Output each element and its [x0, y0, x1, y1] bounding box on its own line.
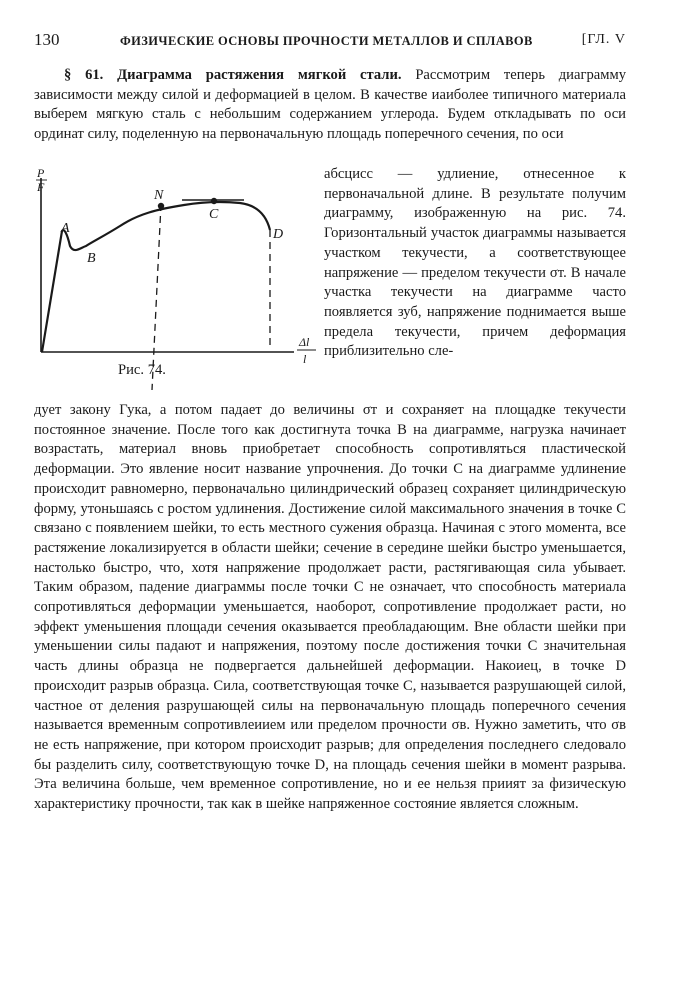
figure-caption: Рис. 74.: [118, 362, 166, 378]
page-header: [34, 30, 626, 52]
body-paragraph: дует закону Гука, а потом падает до величины σт и сохраняет на площадке текучести постоянное значение. После того как достигнута точка B на диаграмме, нагрузка начинает возрастать, материал вновь приобретает способность сопротивляться пластической деформации. Это явление носит название упрочнения. До точки C на диаграмме удлинение происходит равномерно, первоначально цилиндрический образец сохраняет цилиндрическую форму, утоньшаясь с ростом удлинения. Достижение силой максимального значения в точке C связано с появлением шейки, то есть местного сужения образца. Начиная с этого момента, все растяжение локализируется в области шейки; сечение в середине шейки быстро уменьшается, настолько быстро, что, хотя напряжение продолжает расти, растягивающая сила убывает. Таким образом, падение диаграммы после точки C не означает, что способность материала сопротивляться деформации уменьшается, наоборот, сопротивление продолжает расти, но эффект уменьшения площади сечения оказывается преобладающим. Вне области шейки при уменьшении силы падают и напряжения, поэтому после достижения точки C значительная часть длины образца не подвергается дальнейшей деформации. Накоиец, в точке D происходит разрыв образца. Сила, соответствующая точке C, называется разрушающей силой, частное от деления разрушающей силы на первоначальную площадь поперечного сечения называется временным сопротивлеиием или пределом прочности σв. Нужно заметить, что σв не есть напряжение, при котором происходит разрыв; для определения последнего следовало бы разделить силу, соответствующую точке D, на площадь сечения шейки в момент разрыва. Эта величина больше, чем временное сопротивление, но и ее нельзя приият за физическую характеристику прочности, так как в шейке напряженное состояние является сложным.: [34, 402, 626, 813]
point-label-n: N: [154, 188, 164, 203]
intro-text: Рассмотрим теперь диаграмму зависимости между силой и деформацией в целом. В качестве иаиболее типичного материала выберем мягкую сталь с небольшим содержанием углерода. Будем откладывать по оси ординат силу, поделенную на первоначальную площадь поперечного сечения, по оси: [34, 67, 626, 143]
main-body-text: [34, 401, 626, 815]
side-paragraph: абсцисс — удлиение, отнесенное к первоначальной длине. В результате получим диаграмму, изображенную на рис. 74. Горизонтальный участок диаграммы называется участком текучести, а соответствующее напряжение — пределом текучести σт. В начале участка текучести на диаграмме часто появляется зуб, напряжение поднимается выше предела текучести, причем деформация приблизительно сле-: [324, 166, 626, 360]
section-heading: § 61. Диаграмма растяжения мягкой стали.: [64, 67, 402, 83]
section-intro: [34, 66, 626, 145]
point-c-marker: [211, 198, 217, 204]
side-column-text: [324, 165, 626, 362]
point-label-a: A: [61, 221, 70, 236]
point-label-c: C: [209, 207, 219, 222]
point-label-b: B: [87, 251, 96, 266]
page-number: 130: [34, 30, 60, 49]
y-label-bottom: F: [37, 180, 45, 194]
stress-strain-diagram: [34, 166, 324, 390]
stress-curve: [42, 202, 270, 352]
chapter-marker: [ГЛ. V: [581, 32, 626, 47]
x-label-bottom: l: [303, 352, 307, 366]
figure-74: [34, 166, 324, 390]
running-title: ФИЗИЧЕСКИЕ ОСНОВЫ ПРОЧНОСТИ МЕТАЛЛОВ И СПЛАВОВ: [120, 34, 533, 48]
y-label-top: P: [37, 166, 45, 180]
point-n-marker: [158, 203, 164, 209]
point-label-d: D: [273, 227, 284, 242]
x-label-top: Δl: [299, 335, 310, 349]
